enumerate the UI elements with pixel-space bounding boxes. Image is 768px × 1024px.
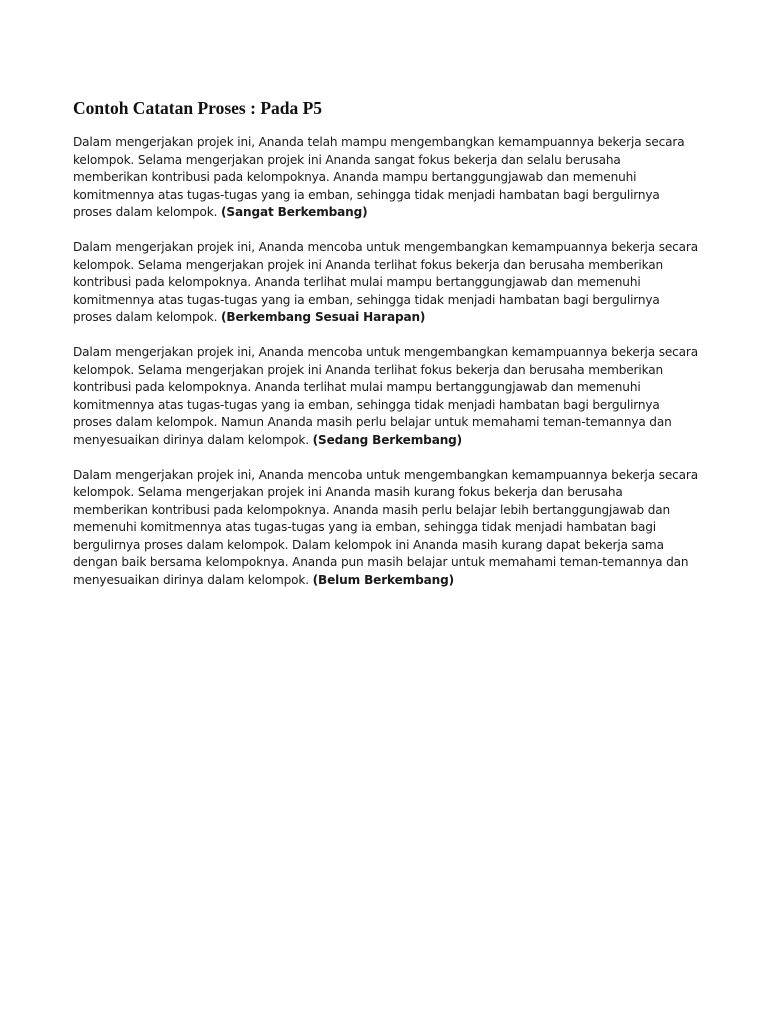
level-label-berkembang-sesuai-harapan: (Berkembang Sesuai Harapan) [221,310,426,325]
paragraph-belum-berkembang [73,467,699,590]
level-label-sedang-berkembang: (Sedang Berkembang) [312,432,463,447]
paragraph-text: Dalam mengerjakan projek ini, Ananda telah mampu mengembangkan kemampuannya bekerja secara kelompok. Selama mengerjakan projek ini Ananda sangat fokus bekerja dan selalu berusaha memberikan kontribusi pada kelompoknya. Ananda mampu bertanggungjawab dan memenuhi komitmennya atas tugas-tugas yang ia emban, sehingga tidak menjadi hambatan bagi bergulirnya proses dalam kelompok. [73,135,685,220]
paragraph-text: Dalam mengerjakan projek ini, Ananda mencoba untuk mengembangkan kemampuannya bekerja secara kelompok. Selama mengerjakan projek ini Ananda terlihat fokus bekerja dan berusaha memberikan kontribusi pada kelompoknya. Ananda terlihat mulai mampu bertanggungjawab dan memenuhi komitmennya atas tugas-tugas yang ia emban, sehingga tidak menjadi hambatan bagi bergulirnya proses dalam kelompok. Namun Ananda masih perlu belajar untuk memahami teman-temannya dan menyesuaikan dirinya dalam kelompok. [73,344,698,447]
document-title: Contoh Catatan Proses : Pada P5 [73,98,323,118]
paragraph-berkembang-sesuai-harapan [73,239,699,327]
paragraph-text: Dalam mengerjakan projek ini, Ananda mencoba untuk mengembangkan kemampuannya bekerja secara kelompok. Selama mengerjakan projek ini Ananda masih kurang fokus bekerja dan berusaha memberikan kontribusi pada kelompoknya. Ananda masih perlu belajar lebih bertanggungjawab dan memenuhi komitmennya atas tugas-tugas yang ia emban, sehingga tidak menjadi hambatan bagi bergulirnya proses dalam kelompok. Dalam kelompok ini Ananda masih kurang dapat bekerja sama dengan baik bersama kelompoknya. Ananda pun masih belajar untuk memahami teman-temannya dan menyesuaikan dirinya dalam kelompok. [73,467,698,588]
level-label-belum-berkembang: (Belum Berkembang) [312,573,454,588]
paragraph-sangat-berkembang [73,134,699,222]
level-label-sangat-berkembang: (Sangat Berkembang) [221,205,368,220]
paragraph-sedang-berkembang [73,344,699,450]
paragraph-text: Dalam mengerjakan projek ini, Ananda mencoba untuk mengembangkan kemampuannya bekerja secara kelompok. Selama mengerjakan projek ini Ananda terlihat fokus bekerja dan berusaha memberikan kontribusi pada kelompoknya. Ananda terlihat mulai mampu bertanggungjawab dan memenuhi komitmennya atas tugas-tugas yang ia emban, sehingga tidak menjadi hambatan bagi bergulirnya proses dalam kelompok. [73,239,698,325]
document-content [73,97,699,607]
